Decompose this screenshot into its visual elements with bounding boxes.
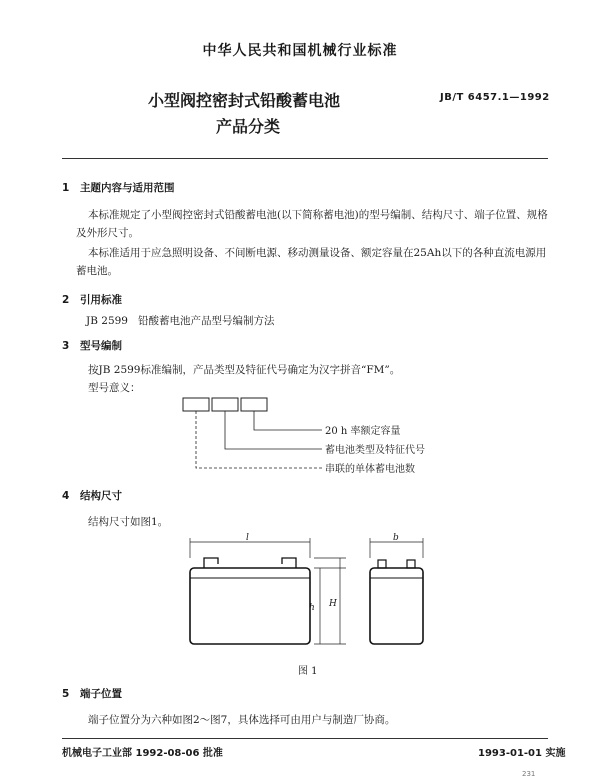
- leader-line-capacity: [254, 411, 322, 430]
- dim-label-l: l: [246, 533, 249, 543]
- section-title: 引用标准: [80, 294, 122, 306]
- battery-side-view: [370, 533, 423, 644]
- terminal-left-icon: [204, 558, 218, 568]
- model-designation-diagram: [170, 392, 490, 482]
- leader-line-cells: [196, 411, 322, 468]
- issuing-authority-header: 中华人民共和国机械行业标准: [202, 43, 398, 59]
- model-box-capacity: [241, 398, 267, 411]
- figure-1-battery-drawing: [180, 528, 470, 660]
- standard-number: JB/T 6457.1—1992: [440, 92, 550, 103]
- label-capacity: 20 h 率额定容量: [325, 426, 401, 437]
- label-cell-count: 串联的单体蓄电池数: [325, 464, 415, 475]
- section-4-paragraph-1: 结构尺寸如图1。: [88, 516, 169, 528]
- terminal-side-left-icon: [378, 560, 386, 568]
- battery-body-side: [370, 568, 423, 644]
- dim-label-H: H: [329, 599, 337, 609]
- battery-front-view: [190, 533, 346, 644]
- section-title: 端子位置: [80, 688, 122, 700]
- section-3-heading: [62, 338, 122, 353]
- section-1-paragraph-1: 本标准规定了小型阀控密封式铅酸蓄电池(以下简称蓄电池)的型号编制、结构尺寸、端子位置、规格及外形尺寸。: [76, 209, 548, 239]
- section-title: 主题内容与适用范围: [80, 182, 175, 194]
- section-number: 3: [62, 340, 70, 352]
- section-number: 2: [62, 294, 70, 306]
- section-5-paragraph-1: 端子位置分为六种如图2～图7，具体选择可由用户与制造厂协商。: [88, 714, 396, 726]
- document-title-line1: 小型阀控密封式铅酸蓄电池: [148, 91, 341, 110]
- approval-date: 机械电子工业部 1992-08-06 批准: [62, 748, 223, 759]
- section-number: 1: [62, 182, 70, 194]
- section-1-paragraph-2: 本标准适用于应急照明设备、不间断电源、移动测量设备、额定容量在25Ah以下的各种直流电源用蓄电池。: [76, 247, 547, 277]
- battery-body-front: [190, 568, 310, 644]
- section-4-heading: [62, 488, 122, 503]
- section-3-paragraph-2: 型号意义：: [88, 382, 141, 394]
- figure-1-caption: 图 1: [298, 666, 318, 677]
- reference-code: JB 2599: [86, 315, 128, 327]
- page-number: 231: [522, 770, 536, 778]
- section-3-paragraph-1: 按JB 2599标准编制，产品类型及特征代号确定为汉字拼音“FM”。: [88, 364, 401, 376]
- section-2-heading: [62, 292, 122, 307]
- label-type-code: 蓄电池类型及特征代号: [325, 445, 425, 456]
- reference-standard: [86, 313, 275, 328]
- dim-label-h: h: [309, 603, 315, 613]
- implementation-date: 1993-01-01 实施: [478, 748, 566, 759]
- header-divider: [62, 158, 548, 159]
- section-title: 型号编制: [80, 340, 122, 352]
- terminal-right-icon: [282, 558, 296, 568]
- dim-label-b: b: [393, 533, 399, 543]
- footer-divider: [62, 738, 548, 739]
- section-5-heading: [62, 686, 122, 701]
- terminal-side-right-icon: [407, 560, 415, 568]
- section-title: 结构尺寸: [80, 490, 122, 502]
- model-box-cell-count: [183, 398, 209, 411]
- section-number: 5: [62, 688, 70, 700]
- model-box-type-code: [212, 398, 238, 411]
- section-number: 4: [62, 490, 70, 502]
- reference-title: 铅酸蓄电池产品型号编制方法: [138, 315, 275, 327]
- document-title-line2: 产品分类: [216, 117, 281, 136]
- section-1-heading: [62, 180, 175, 195]
